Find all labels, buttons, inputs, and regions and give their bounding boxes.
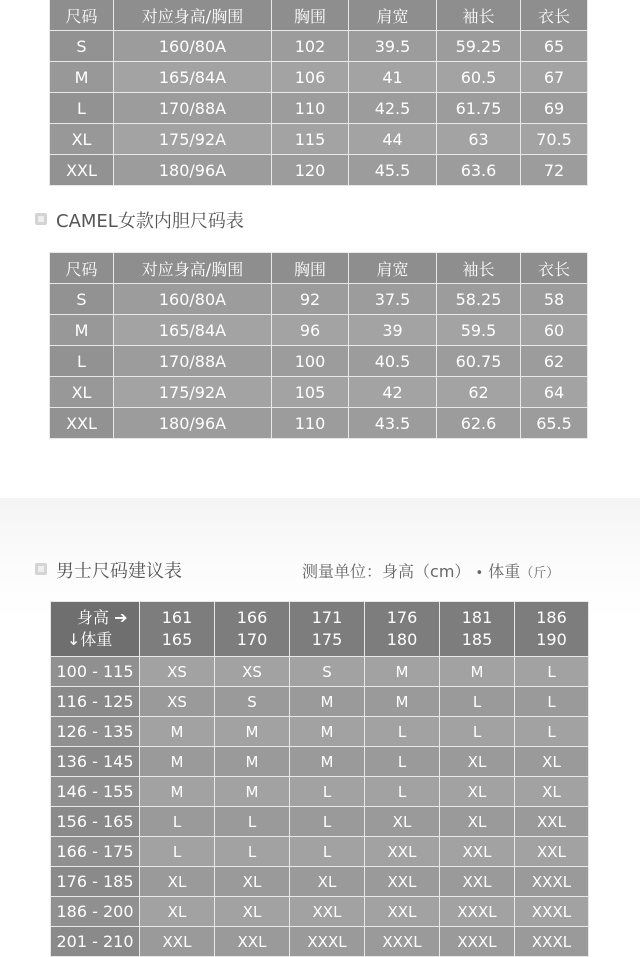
size-cell: L <box>215 807 290 837</box>
height-range-header <box>515 602 589 657</box>
table-cell: 165/84A <box>114 315 272 346</box>
weight-range-cell: 100 - 115 <box>51 657 140 687</box>
table-cell: 39.5 <box>349 31 437 62</box>
column-header: 对应身高/胸围 <box>114 0 272 31</box>
size-cell: M <box>365 687 440 717</box>
size-cell: L <box>290 837 365 867</box>
size-cell: M <box>215 717 290 747</box>
table-cell: 42.5 <box>349 93 437 124</box>
size-cell: L <box>290 807 365 837</box>
size-cell: L <box>50 346 114 377</box>
table-row <box>50 93 588 124</box>
height-range-start: 176 <box>386 608 418 627</box>
table-cell: 62 <box>437 377 521 408</box>
weight-range-cell: 126 - 135 <box>51 717 140 747</box>
weight-range-cell: 146 - 155 <box>51 777 140 807</box>
table-row <box>50 155 588 186</box>
men-size-recommendation-table <box>50 601 589 957</box>
size-cell: L <box>440 687 515 717</box>
weight-range-cell: 176 - 185 <box>51 867 140 897</box>
height-range-start: 186 <box>536 608 567 627</box>
size-cell: L <box>515 657 589 687</box>
table-cell: 180/96A <box>114 408 272 439</box>
height-range-end: 180 <box>386 630 418 649</box>
table-cell: 110 <box>272 408 349 439</box>
table-row <box>50 346 588 377</box>
height-range-header <box>440 602 515 657</box>
column-header: 对应身高/胸围 <box>114 253 272 284</box>
unit-prefix: 测量单位：身高 <box>302 562 415 581</box>
size-cell: XXL <box>290 897 365 927</box>
table-cell: 60 <box>521 315 588 346</box>
table-row <box>51 747 589 777</box>
height-range-header <box>365 602 440 657</box>
unit-separator: • <box>475 566 484 581</box>
table-cell: 170/88A <box>114 346 272 377</box>
table-cell: 175/92A <box>114 377 272 408</box>
size-cell: L <box>50 93 114 124</box>
height-range-end: 175 <box>311 630 343 649</box>
height-range-end: 165 <box>161 630 193 649</box>
size-cell: M <box>50 62 114 93</box>
section-bullet-icon <box>35 563 47 575</box>
size-cell: XXXL <box>440 927 515 957</box>
table-row <box>50 124 588 155</box>
column-header: 尺码 <box>50 0 114 31</box>
table-cell: 115 <box>272 124 349 155</box>
table-row <box>50 315 588 346</box>
size-cell: XL <box>365 807 440 837</box>
size-cell: L <box>290 777 365 807</box>
height-range-header <box>215 602 290 657</box>
height-range-end: 170 <box>236 630 268 649</box>
table-row <box>51 927 589 957</box>
size-cell: XL <box>290 867 365 897</box>
size-cell: M <box>140 717 215 747</box>
table-cell: 110 <box>272 93 349 124</box>
table-cell: 60.5 <box>437 62 521 93</box>
table-cell: 106 <box>272 62 349 93</box>
table-cell: 59.25 <box>437 31 521 62</box>
table-cell: 92 <box>272 284 349 315</box>
table-cell: 42 <box>349 377 437 408</box>
section-bullet-icon <box>35 213 47 225</box>
table-row <box>51 717 589 747</box>
size-cell: M <box>215 777 290 807</box>
size-cell: XXXL <box>440 897 515 927</box>
table-row <box>51 687 589 717</box>
table-cell: 44 <box>349 124 437 155</box>
size-cell: XXL <box>365 867 440 897</box>
size-cell: XXL <box>365 897 440 927</box>
table-cell: 105 <box>272 377 349 408</box>
unit-jin: （斤） <box>520 566 560 581</box>
table-cell: 120 <box>272 155 349 186</box>
size-cell: M <box>290 687 365 717</box>
table-cell: 62.6 <box>437 408 521 439</box>
size-cell: XL <box>215 897 290 927</box>
size-cell: XXXL <box>515 927 589 957</box>
column-header: 胸围 <box>272 253 349 284</box>
column-header: 肩宽 <box>349 0 437 31</box>
table-row <box>50 408 588 439</box>
size-cell: L <box>140 837 215 867</box>
size-cell: XXXL <box>365 927 440 957</box>
size-cell: XXL <box>515 807 589 837</box>
size-cell: XXXL <box>290 927 365 957</box>
size-cell: L <box>365 717 440 747</box>
table-cell: 69 <box>521 93 588 124</box>
size-cell: XXXL <box>515 867 589 897</box>
size-cell: L <box>515 687 589 717</box>
table-cell: 160/80A <box>114 284 272 315</box>
size-cell: XS <box>140 657 215 687</box>
size-cell: M <box>215 747 290 777</box>
women-size-table <box>49 252 588 439</box>
table-header-row <box>50 253 588 284</box>
table-row <box>51 897 589 927</box>
table-cell: 165/84A <box>114 62 272 93</box>
column-header: 衣长 <box>521 253 588 284</box>
table-row <box>51 867 589 897</box>
size-cell: XXL <box>50 408 114 439</box>
men-section-title: 男士尺码建议表 <box>56 561 182 582</box>
weight-range-cell: 201 - 210 <box>51 927 140 957</box>
size-cell: XXXL <box>515 897 589 927</box>
height-range-header <box>290 602 365 657</box>
size-cell: M <box>365 657 440 687</box>
size-cell: XL <box>440 777 515 807</box>
table-cell: 96 <box>272 315 349 346</box>
table-cell: 62 <box>521 346 588 377</box>
table-cell: 43.5 <box>349 408 437 439</box>
size-cell: L <box>365 777 440 807</box>
table-row <box>50 377 588 408</box>
size-cell: XL <box>215 867 290 897</box>
table-cell: 63 <box>437 124 521 155</box>
size-cell: XXL <box>365 837 440 867</box>
table-row <box>51 657 589 687</box>
table-cell: 100 <box>272 346 349 377</box>
table-cell: 180/96A <box>114 155 272 186</box>
size-cell: XS <box>140 687 215 717</box>
table-cell: 72 <box>521 155 588 186</box>
table-cell: 41 <box>349 62 437 93</box>
height-axis-label: 身高 ➔ <box>77 608 128 627</box>
unit-weight: 体重 <box>488 562 521 581</box>
table-cell: 61.75 <box>437 93 521 124</box>
height-range-start: 166 <box>236 608 268 627</box>
weight-range-cell: 166 - 175 <box>51 837 140 867</box>
height-range-start: 161 <box>161 608 193 627</box>
size-cell: XXL <box>515 837 589 867</box>
height-range-end: 190 <box>536 630 567 649</box>
size-cell: XL <box>515 747 589 777</box>
women-section-title: CAMEL女款内胆尺码表 <box>56 211 244 232</box>
table-cell: 64 <box>521 377 588 408</box>
size-cell: M <box>290 747 365 777</box>
size-cell: XL <box>140 867 215 897</box>
weight-range-cell: 116 - 125 <box>51 687 140 717</box>
table-cell: 40.5 <box>349 346 437 377</box>
column-header: 胸围 <box>272 0 349 31</box>
table-cell: 59.5 <box>437 315 521 346</box>
measurement-unit-note <box>302 559 559 582</box>
unit-cm: （cm） <box>414 562 471 581</box>
corner-header <box>51 602 140 657</box>
table-row <box>51 777 589 807</box>
size-cell: XL <box>440 747 515 777</box>
table-cell: 45.5 <box>349 155 437 186</box>
table-cell: 65 <box>521 31 588 62</box>
size-cell: S <box>290 657 365 687</box>
table-header-row <box>51 602 589 657</box>
table-cell: 58.25 <box>437 284 521 315</box>
column-header: 衣长 <box>521 0 588 31</box>
table-cell: 160/80A <box>114 31 272 62</box>
column-header: 袖长 <box>437 0 521 31</box>
size-cell: XS <box>215 657 290 687</box>
column-header: 袖长 <box>437 253 521 284</box>
column-header: 尺码 <box>50 253 114 284</box>
size-cell: M <box>290 717 365 747</box>
top-size-table <box>49 0 588 186</box>
weight-axis-label: ↓体重 <box>67 630 113 649</box>
size-cell: XXL <box>50 155 114 186</box>
size-cell: M <box>50 315 114 346</box>
table-cell: 170/88A <box>114 93 272 124</box>
size-cell: L <box>215 837 290 867</box>
size-cell: XL <box>515 777 589 807</box>
table-row <box>51 837 589 867</box>
size-cell: S <box>50 284 114 315</box>
table-row <box>50 31 588 62</box>
size-cell: M <box>440 657 515 687</box>
weight-range-cell: 186 - 200 <box>51 897 140 927</box>
size-cell: XL <box>140 897 215 927</box>
table-cell: 102 <box>272 31 349 62</box>
size-cell: XL <box>50 124 114 155</box>
height-range-end: 185 <box>461 630 493 649</box>
table-cell: 58 <box>521 284 588 315</box>
size-cell: L <box>440 717 515 747</box>
weight-range-cell: 156 - 165 <box>51 807 140 837</box>
size-cell: L <box>140 807 215 837</box>
table-row <box>51 807 589 837</box>
weight-range-cell: 136 - 145 <box>51 747 140 777</box>
table-cell: 37.5 <box>349 284 437 315</box>
size-cell: M <box>140 777 215 807</box>
table-header-row <box>50 0 588 31</box>
height-range-start: 171 <box>311 608 343 627</box>
column-header: 肩宽 <box>349 253 437 284</box>
table-cell: 60.75 <box>437 346 521 377</box>
table-cell: 70.5 <box>521 124 588 155</box>
size-cell: XXL <box>440 837 515 867</box>
height-range-start: 181 <box>461 608 493 627</box>
size-cell: XL <box>50 377 114 408</box>
table-cell: 67 <box>521 62 588 93</box>
table-cell: 175/92A <box>114 124 272 155</box>
table-cell: 65.5 <box>521 408 588 439</box>
table-row <box>50 62 588 93</box>
table-row <box>50 284 588 315</box>
size-cell: XXL <box>140 927 215 957</box>
table-cell: 63.6 <box>437 155 521 186</box>
table-cell: 39 <box>349 315 437 346</box>
size-cell: M <box>140 747 215 777</box>
height-range-header <box>140 602 215 657</box>
size-cell: XL <box>440 807 515 837</box>
size-cell: L <box>515 717 589 747</box>
size-cell: S <box>215 687 290 717</box>
size-cell: L <box>365 747 440 777</box>
size-cell: XXL <box>440 867 515 897</box>
size-cell: S <box>50 31 114 62</box>
size-cell: XXL <box>215 927 290 957</box>
